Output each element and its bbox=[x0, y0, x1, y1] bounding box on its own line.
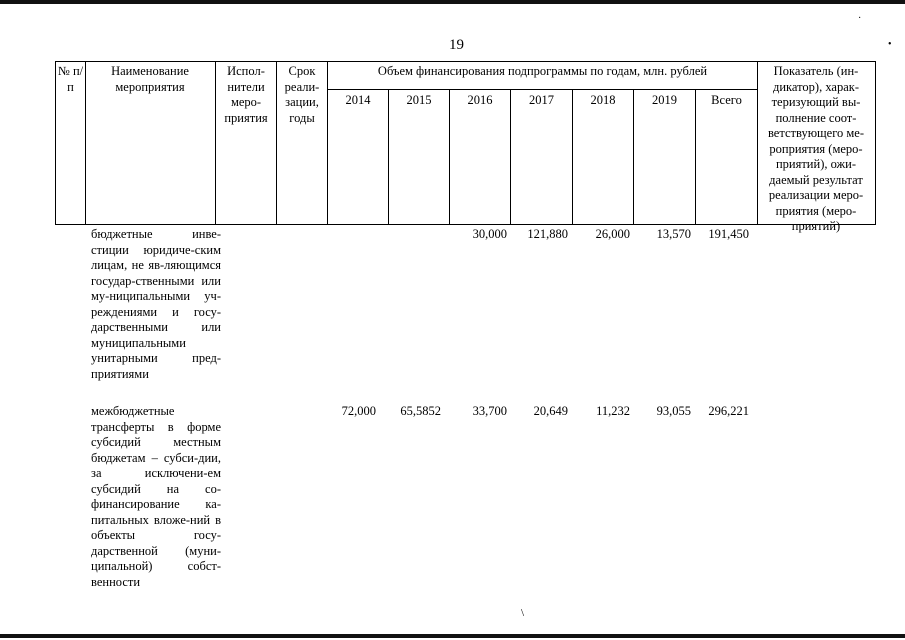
col-border bbox=[695, 89, 696, 225]
row-value-total: 191,450 bbox=[708, 227, 749, 241]
col-border bbox=[85, 61, 86, 225]
header-funding: Объем финансирования подпрограммы по годам, млн. рублей bbox=[377, 64, 708, 78]
header-name: Наименование мероприятия bbox=[111, 64, 189, 94]
row-description: межбюджетные трансферты в форме субсидий местным бюджетам – субси-дии, за исключени-ем субсидий на со-финансирование ка-питальных вложе-ний в объекты госу-дарственной (муни-ципальной) собст-венности bbox=[91, 404, 221, 589]
header-year-total: Всего bbox=[711, 93, 742, 107]
footer-mark: \ bbox=[521, 607, 525, 619]
row-value: 26,000 bbox=[595, 227, 630, 241]
scan-speck: • bbox=[888, 39, 892, 50]
col-border bbox=[875, 61, 876, 225]
row-value: 30,000 bbox=[472, 227, 507, 241]
row-value: 11,232 bbox=[596, 404, 630, 418]
row-value: 121,880 bbox=[527, 227, 568, 241]
col-border bbox=[757, 61, 758, 225]
table-top-border bbox=[55, 61, 875, 62]
header-year: 2015 bbox=[406, 93, 432, 107]
scan-top-border bbox=[0, 0, 905, 4]
header-executor: Испол-нители меро-приятия bbox=[224, 64, 268, 125]
row-value: 65,5852 bbox=[400, 404, 441, 418]
col-border bbox=[388, 89, 389, 225]
page-number: 19 bbox=[449, 37, 464, 53]
header-bottom-border bbox=[55, 224, 875, 225]
header-term: Срок реали-зации, годы bbox=[284, 64, 320, 125]
col-border bbox=[327, 61, 328, 225]
col-border bbox=[449, 89, 450, 225]
header-year: 2014 bbox=[345, 93, 371, 107]
header-year: 2018 bbox=[590, 93, 616, 107]
row-description: бюджетные инве-стиции юридиче-ским лицам, не яв-ляющимся государ-ственными или му-ниципальными уч-реждениями и госу-дарственными или муниципальными унитарными пред-приятиями bbox=[91, 227, 221, 381]
row-value: 33,700 bbox=[472, 404, 507, 418]
header-year: 2019 bbox=[652, 93, 677, 107]
header-year: 2016 bbox=[467, 93, 493, 107]
col-border bbox=[510, 89, 511, 225]
col-border bbox=[215, 61, 216, 225]
header-indicator: Показатель (ин-дикатор), харак-теризующий вы-полнение соот-ветствующего ме-роприятия (меро-приятий), ожи-даемый результат реализации меро-приятия (меро-приятий) bbox=[767, 64, 865, 233]
row-value: 72,000 bbox=[341, 404, 376, 418]
row-value-total: 296,221 bbox=[708, 404, 749, 418]
years-divider bbox=[328, 89, 757, 90]
col-border bbox=[572, 89, 573, 225]
scan-bottom-border bbox=[0, 634, 905, 638]
header-year: 2017 bbox=[529, 93, 554, 107]
row-value: 93,055 bbox=[656, 404, 691, 418]
row-value: 13,570 bbox=[656, 227, 691, 241]
col-border bbox=[633, 89, 634, 225]
header-number: № п/п bbox=[57, 64, 84, 94]
scan-speck: · bbox=[858, 13, 862, 24]
row-value: 20,649 bbox=[533, 404, 568, 418]
col-border bbox=[276, 61, 277, 225]
